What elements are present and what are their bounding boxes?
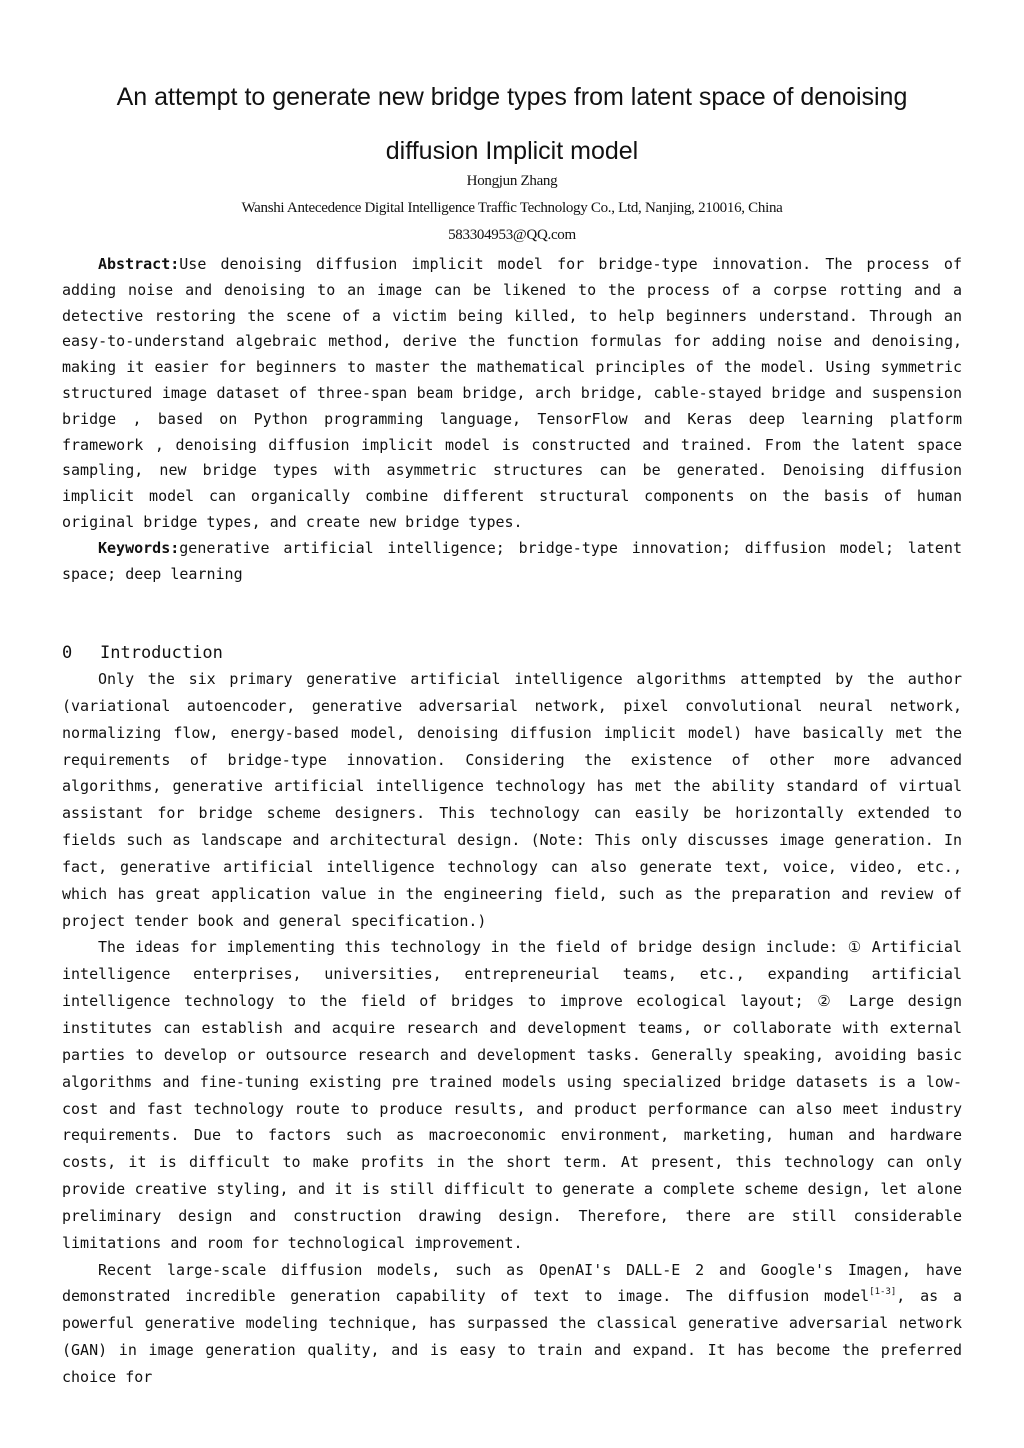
- abstract-paragraph: [62, 252, 962, 536]
- introduction-section: [62, 666, 962, 1391]
- intro-p3-text-after: , as a powerful generative modeling technique, has surpassed the classical generative adversarial network (GAN) in image generation quality, and is easy to train and expand. It has become the preferred choice for: [62, 1287, 962, 1386]
- abstract-label: Abstract:: [98, 255, 180, 273]
- intro-p3-text-before: Recent large-scale diffusion models, such as OpenAI's DALL-E 2 and Google's Imagen, have demonstrated incredible generation capability of text to image. The diffusion model: [62, 1260, 962, 1306]
- section-heading-introduction: [62, 640, 223, 666]
- citation-reference: [1-3]: [869, 1287, 897, 1298]
- abstract-text: Use denoising diffusion implicit model for bridge-type innovation. The process of adding noise and denoising to an image can be likened to the process of a corpse rotting and a detective restoring the scene of a victim being killed, to help beginners understand. Through an easy-to-understand algebraic method, derive the function formulas for adding noise and denoising, making it easier for beginners to master the mathematical principles of the model. Using symmetric structured image dataset of three-span beam bridge, arch bridge, cable-stayed bridge and suspension bridge , based on Python programming language, TensorFlow and Keras deep learning platform framework , denoising diffusion implicit model is constructed and trained. From the latent space sampling, new bridge types with asymmetric structures can be generated. Denoising diffusion implicit model can organically combine different structural components on the basis of human original bridge types, and create new bridge types.: [62, 255, 962, 531]
- keywords-paragraph: [62, 536, 962, 588]
- keywords-label: Keywords:: [98, 538, 180, 557]
- author-email: 583304953@QQ.com: [448, 227, 576, 243]
- title-line-1: An attempt to generate new bridge types from latent space of denoising: [116, 83, 908, 111]
- section-number: 0: [62, 643, 73, 663]
- paper-title: [62, 70, 962, 178]
- keywords-text: generative artificial intelligence; bridge-type innovation; diffusion model; latent space; deep learning: [62, 538, 962, 583]
- intro-paragraph-1: Only the six primary generative artificial intelligence algorithms attempted by the author (variational autoencoder, generative adversarial network, pixel convolutional neural network, normalizing flow, energy-based model, denoising diffusion implicit model) have basically met the requirements of bridge-type innovation. Considering the existence of other more advanced algorithms, generative artificial intelligence technology has met the ability standard of virtual assistant for bridge scheme designers. This technology can easily be horizontally extended to fields such as landscape and architectural design. (Note: This only discusses image generation. In fact, generative artificial intelligence technology can also generate text, voice, video, etc., which has great application value in the engineering field, such as the preparation and review of project tender book and general specification.): [62, 670, 962, 930]
- author-affiliation: Wanshi Antecedence Digital Intelligence Traffic Technology Co., Ltd, Nanjing, 210016, China: [241, 200, 783, 216]
- intro-paragraph-3: [62, 1257, 962, 1391]
- intro-paragraph-2: The ideas for implementing this technology in the field of bridge design include: ① Artificial intelligence enterprises, universities, entrepreneurial teams, etc., expanding artificial intelligence technology to the field of bridges to improve ecological layout; ② Large design institutes can establish and acquire research and development teams, or collaborate with external parties to develop or outsource research and development tasks. Generally speaking, avoiding basic algorithms and fine-tuning existing pre trained models using specialized bridge datasets is a low-cost and fast technology route to produce results, and product performance can also meet industry requirements. Due to factors such as macroeconomic environment, marketing, human and hardware costs, it is difficult to make profits in the short term. At present, this technology can only provide creative styling, and it is still difficult to generate a complete scheme design, let alone preliminary design and construction drawing design. Therefore, there are still considerable limitations and room for technological improvement.: [62, 938, 962, 1252]
- author-name: Hongjun Zhang: [466, 173, 558, 189]
- title-line-2: diffusion Implicit model: [385, 137, 639, 165]
- abstract-section: [62, 252, 962, 587]
- section-title: Introduction: [100, 643, 223, 663]
